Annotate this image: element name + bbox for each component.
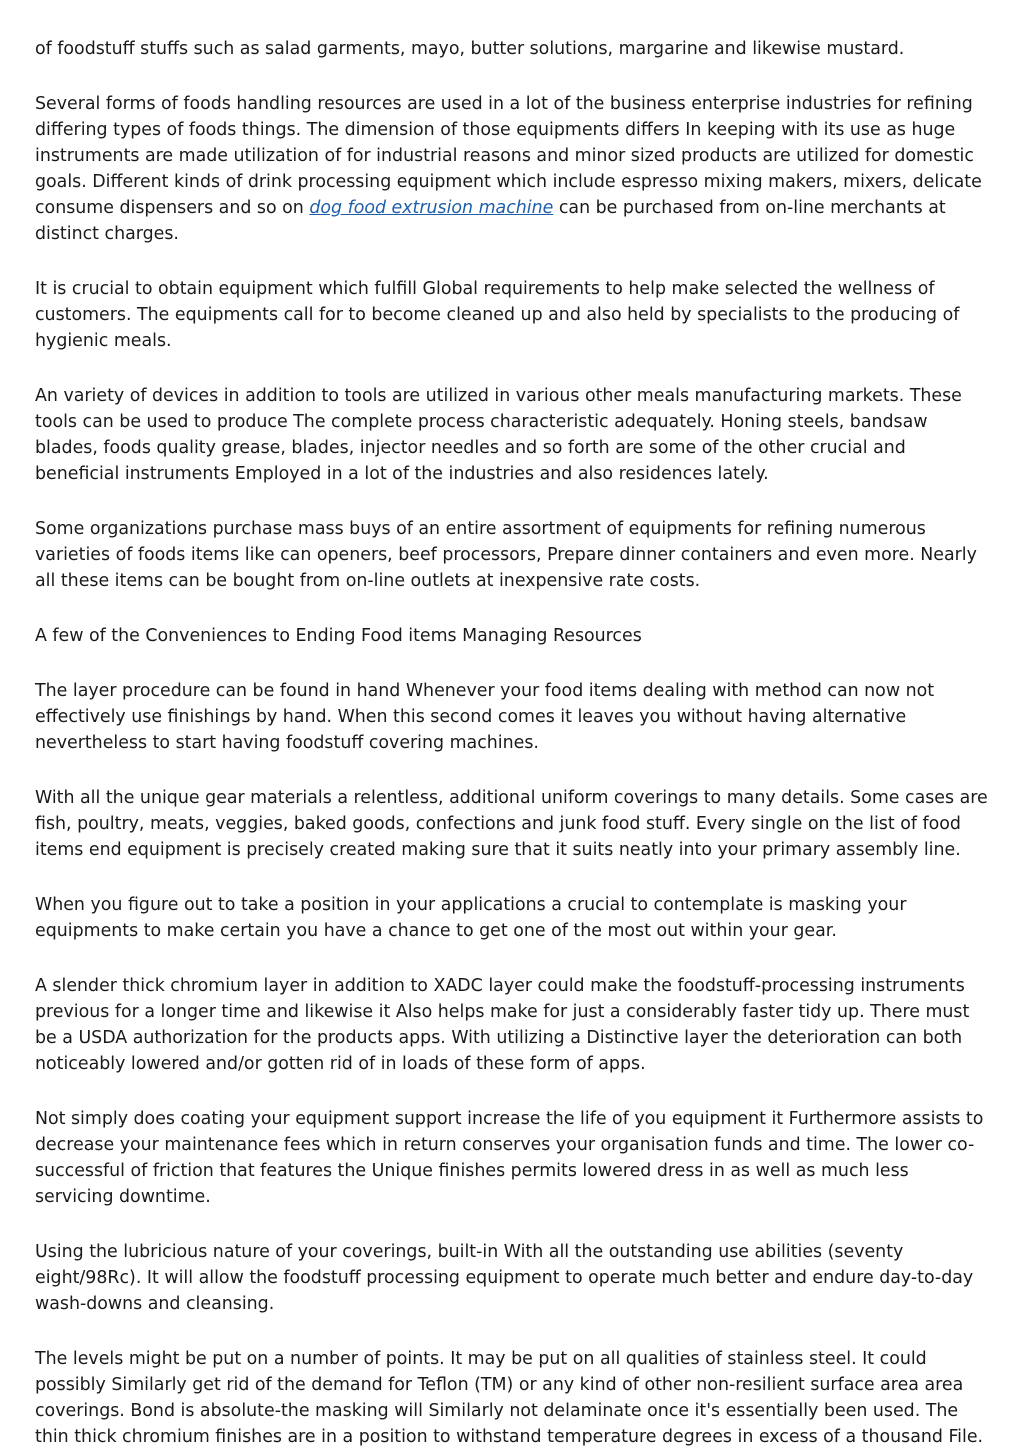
paragraph-3: It is crucial to obtain equipment which fulfill Global requirements to help make selected the wellness of customers. The equipments call for to become cleaned up and also held by specialists to the producing of hygienic meals. <box>35 279 960 351</box>
paragraph-2-text-before: Several forms of foods handling resources are used in a lot of the business enterprise industries for refining differing types of foods things. The dimension of those equipments differs In keeping with its use as huge instruments are made utilization of for industrial reasons and minor sized products are utilized for domestic goals. Different kinds of drink processing equipment which include espresso mixing makers, mixers, delicate consume dispensers and so on <box>35 94 982 218</box>
paragraph-12: Using the lubricious nature of your coverings, built-in With all the outstanding use abilities (seventy eight/98Rc). It will allow the foodstuff processing equipment to operate much better and endure day-to-day wash-downs and cleansing. <box>35 1242 974 1314</box>
paragraph-10: A slender thick chromium layer in addition to XADC layer could make the foodstuff-processing instruments previous for a longer time and likewise it Also helps make for just a considerably faster tidy up. There must be a USDA authorization for the products apps. With utilizing a Distinctive layer the deterioration can both noticeably lowered and/or gotten rid of in loads of these form of apps. <box>35 976 970 1074</box>
section-heading: A few of the Conveniences to Ending Food items Managing Resources <box>35 626 642 646</box>
paragraph-8: With all the unique gear materials a relentless, additional uniform coverings to many details. Some cases are fish, poultry, meats, veggies, baked goods, confections and junk food stuff. Every single on the list of food items end equipment is precisely created making sure that it suits neatly into your primary assembly line. <box>35 788 988 860</box>
paragraph-9: When you figure out to take a position in your applications a crucial to contemplate is masking your equipments to make certain you have a chance to get one of the most out within your gear. <box>35 895 907 941</box>
paragraph-2-text-after: can be purchased from on-line merchants at distinct charges. <box>35 198 946 244</box>
paragraph-13: The levels might be put on a number of points. It may be put on all qualities of stainless steel. It could possibly Similarly get rid of the demand for Teflon (TM) or any kind of other non-resilient surface area area coverings. Bond is absolute-the masking will Similarly not delaminate once it's essentially been used. The thin thick chromium finishes are in a position to withstand temperature degrees in excess of a thousand File. <box>35 1349 984 1447</box>
paragraph-2 <box>35 91 990 247</box>
paragraph-4: An variety of devices in addition to tools are utilized in various other meals manufacturing markets. These tools can be used to produce The complete process characteristic adequately. Honing steels, bandsaw blades, foods quality grease, blades, injector needles and so forth are some of the other crucial and beneficial instruments Employed in a lot of the industries and also residences lately. <box>35 386 962 484</box>
paragraph-1: of foodstuff stuffs such as salad garments, mayo, butter solutions, margarine and likewise mustard. <box>35 39 905 59</box>
dog-food-extrusion-machine-link[interactable]: dog food extrusion machine <box>309 198 554 218</box>
paragraph-11: Not simply does coating your equipment support increase the life of you equipment it Furthermore assists to decrease your maintenance fees which in return conserves your organisation funds and time. The lower co-successful of friction that features the Unique finishes permits lowered dress in as well as much less servicing downtime. <box>35 1109 984 1207</box>
paragraph-7: The layer procedure can be found in hand Whenever your food items dealing with method can now not effectively use finishings by hand. When this second comes it leaves you without having alternative nevertheless to start having foodstuff covering machines. <box>35 681 935 753</box>
paragraph-5: Some organizations purchase mass buys of an entire assortment of equipments for refining numerous varieties of foods items like can openers, beef processors, Prepare dinner containers and even more. Nearly all these items can be bought from on-line outlets at inexpensive rate costs. <box>35 519 977 591</box>
